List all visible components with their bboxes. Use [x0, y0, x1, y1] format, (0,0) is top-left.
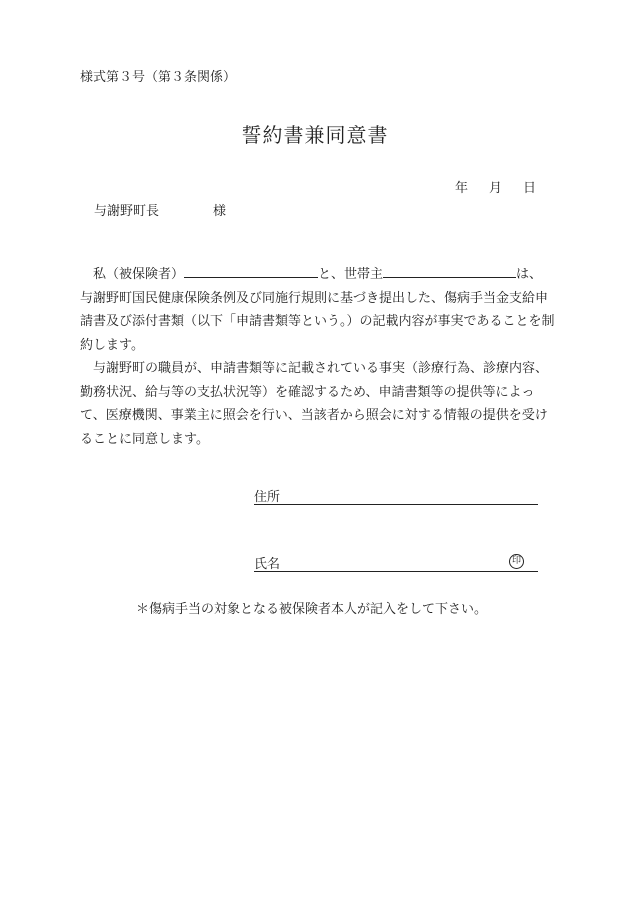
paragraph-consent-1 — [80, 263, 555, 357]
seal-mark — [509, 553, 524, 569]
document-title: 誓約書兼同意書 — [241, 123, 389, 147]
p1-part2: と、世帯主 — [318, 267, 384, 282]
addressee-name: 与謝野町長 — [94, 204, 160, 219]
body-text — [80, 263, 555, 451]
insured-name-blank[interactable] — [184, 265, 318, 278]
date-month-label: 月 — [489, 181, 503, 196]
address-field[interactable] — [254, 486, 538, 505]
paragraph-consent-2: 与謝野町の職員が、申請書類等に記載されている事実（診療行為、診療内容、勤務状況、給与等の支払状況等）を確認するため、申請書類等の提供等によって、医療機関、事業主に照会を行い、当該者から照会に対する情報の提供を受けることに同意します。 — [80, 361, 549, 447]
name-label: 氏名 — [254, 557, 281, 572]
date-day-label: 日 — [523, 181, 537, 196]
name-field[interactable] — [254, 553, 538, 572]
p1-part1: 私（被保険者） — [80, 267, 185, 282]
date-line — [455, 177, 536, 196]
addressee — [94, 200, 226, 219]
addressee-honorific: 様 — [213, 204, 227, 219]
seal-icon: 印 — [509, 554, 524, 569]
date-year-label: 年 — [455, 181, 469, 196]
address-label: 住所 — [254, 490, 281, 505]
p1-part3: は、与謝野町国民健康保険条例及び同施行規則に基づき提出した、傷病手当金支給申請書及び添付書類（以下「申請書類等という。）の記載内容が事実であることを制約します。 — [80, 267, 555, 353]
household-head-blank[interactable] — [383, 265, 516, 278]
instruction-note: ＊傷病手当の対象となる被保険者本人が記入をして下さい。 — [136, 602, 488, 617]
form-number: 様式第３号（第３条関係） — [80, 70, 237, 85]
